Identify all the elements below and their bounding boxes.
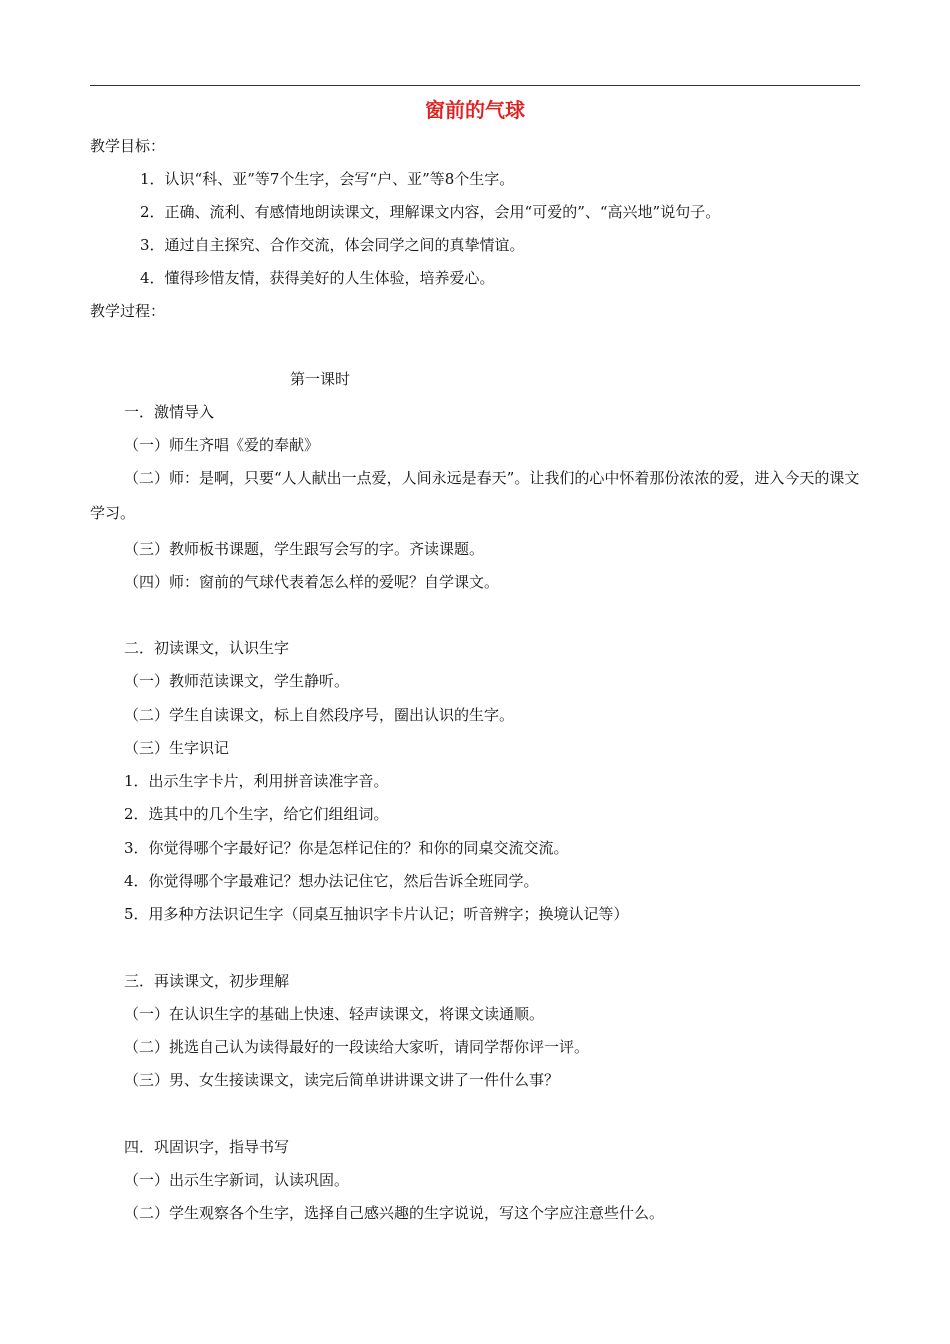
lesson-label: 第一课时 (290, 370, 351, 388)
section-2-item-7: 4．你觉得哪个字最难记？想办法记住它，然后告诉全班同学。 (124, 872, 539, 890)
section-1-heading: 一．激情导入 (124, 403, 215, 421)
section-1-item-1: （一）师生齐唱《爱的奉献》 (124, 436, 320, 454)
section-2-heading: 二．初读课文，认识生字 (124, 639, 290, 657)
section-2-item-5: 2．选其中的几个生字，给它们组组词。 (124, 805, 389, 823)
section-2-item-3: （三）生字识记 (124, 739, 230, 757)
section-3-item-2: （二）挑选自己认为读得最好的一段读给大家听，请同学帮你评一评。 (124, 1038, 590, 1056)
section-3-heading: 三．再读课文，初步理解 (124, 972, 290, 990)
section-1-item-4: （四）师：窗前的气球代表着怎么样的爱呢？自学课文。 (124, 573, 500, 591)
section-4-item-1: （一）出示生字新词，认读巩固。 (124, 1171, 350, 1189)
section-4-item-2: （二）学生观察各个生字，选择自己感兴趣的生字说说，写这个字应注意些什么。 (124, 1204, 665, 1222)
section-1-item-2: （二）师：是啊，只要“人人献出一点爱，人间永远是春天”。让我们的心中怀着那份浓浓的爱，进入今天的课文学习。 (90, 469, 860, 522)
document-title: 窗前的气球 (425, 98, 525, 122)
section-4-heading: 四．巩固识字，指导书写 (124, 1138, 290, 1156)
section-3-item-3: （三）男、女生接读课文，读完后简单讲讲课文讲了一件什么事？ (124, 1071, 560, 1089)
section-2-item-4: 1．出示生字卡片，利用拼音读准字音。 (124, 772, 389, 790)
section-2-item-1: （一）教师范读课文，学生静听。 (124, 672, 350, 690)
section-3-item-1: （一）在认识生字的基础上快速、轻声读课文，将课文读通顺。 (124, 1005, 545, 1023)
section-2-item-6: 3．你觉得哪个字最好记？你是怎样记住的？和你的同桌交流交流。 (124, 839, 569, 857)
section-2-item-8: 5．用多种方法识记生字（同桌互抽识字卡片认记；听音辨字；换境认记等） (124, 905, 629, 923)
goal-item-3: 3．通过自主探究、合作交流，体会同学之间的真挚情谊。 (140, 236, 525, 254)
goal-item-2: 2．正确、流利、有感情地朗读课文，理解课文内容，会用“可爱的”、“高兴地”说句子。 (140, 203, 721, 221)
goal-item-1: 1．认识“科、亚”等7个生字，会写“户、亚”等8个生字。 (140, 170, 515, 188)
header-rule (90, 85, 860, 86)
goals-heading: 教学目标： (90, 137, 166, 155)
section-1-item-3: （三）教师板书课题，学生跟写会写的字。齐读课题。 (124, 540, 485, 558)
process-heading: 教学过程： (90, 302, 166, 320)
goal-item-4: 4．懂得珍惜友情，获得美好的人生体验，培养爱心。 (140, 269, 495, 287)
section-2-item-2: （二）学生自读课文，标上自然段序号，圈出认识的生字。 (124, 706, 515, 724)
